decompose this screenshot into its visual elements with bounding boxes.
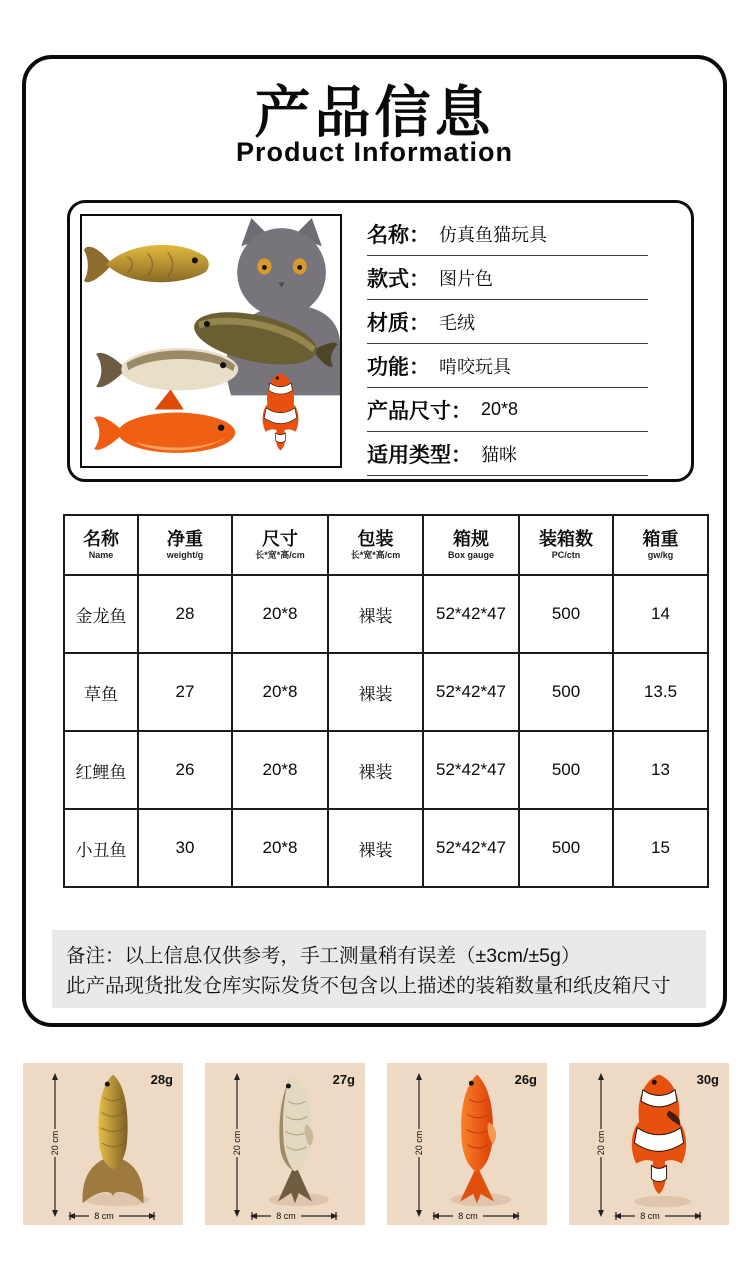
col-header-packing: 包装 长*宽*高/cm [328, 515, 423, 575]
product-photo [80, 214, 342, 468]
red-koi-toy-icon [94, 389, 235, 452]
cell-name: 金龙鱼 [64, 575, 138, 653]
gallery-item-clownfish [569, 1063, 729, 1225]
gallery-item-red-koi [387, 1063, 547, 1225]
attr-label: 产品尺寸： [367, 399, 472, 423]
cell-name: 草鱼 [64, 653, 138, 731]
attr-value: 20*8 [481, 399, 519, 419]
attr-value: 啃咬玩具 [439, 356, 511, 377]
dimension-overlay [569, 1063, 729, 1225]
col-header-gross-weight: 箱重 gw/kg [613, 515, 708, 575]
cell-box: 52*42*47 [423, 809, 519, 887]
width-dimension-label: 8 cm [276, 1211, 296, 1221]
attr-row-name [367, 212, 648, 256]
weight-badge: 26g [514, 1072, 537, 1087]
table-header-row [64, 515, 708, 575]
gallery-item-grass-carp [205, 1063, 365, 1225]
main-card [22, 55, 727, 1027]
attr-row-material [367, 300, 648, 344]
weight-badge: 30g [696, 1072, 719, 1087]
remark-line-2: 此产品现货批发仓库实际发货不包含以上描述的装箱数量和纸皮箱尺寸 [66, 975, 671, 998]
cell-box: 52*42*47 [423, 575, 519, 653]
spec-table [63, 514, 709, 888]
cell-box: 52*42*47 [423, 653, 519, 731]
attr-label: 适用类型： [367, 443, 472, 467]
cell-weight: 26 [138, 731, 232, 809]
table-row [64, 809, 708, 887]
remark-note [52, 930, 706, 1008]
cell-packing: 裸装 [328, 575, 423, 653]
arowana-toy-icon [84, 245, 209, 282]
cat-image [226, 218, 340, 395]
attr-row-style [367, 256, 648, 300]
product-info-frame [67, 200, 694, 482]
cell-size: 20*8 [232, 575, 328, 653]
cell-qty: 500 [519, 731, 613, 809]
height-dimension-label: 20 cm [232, 1130, 242, 1156]
width-dimension-label: 8 cm [458, 1211, 478, 1221]
col-header-size: 尺寸 长*宽*高/cm [232, 515, 328, 575]
cell-box: 52*42*47 [423, 731, 519, 809]
attr-label: 名称： [367, 223, 430, 247]
width-dimension-label: 8 cm [640, 1211, 660, 1221]
attr-label: 款式： [367, 267, 430, 291]
weight-badge: 27g [332, 1072, 355, 1087]
col-header-name: 名称 Name [64, 515, 138, 575]
attr-label: 材质： [367, 311, 430, 335]
page-subtitle: Product Information [236, 137, 513, 167]
cell-weight: 30 [138, 809, 232, 887]
fish-toys-and-cat-image [82, 216, 340, 466]
height-dimension-label: 20 cm [596, 1130, 606, 1156]
page-title: 产品信息 [254, 81, 495, 144]
cell-size: 20*8 [232, 653, 328, 731]
cell-gw: 13 [613, 731, 708, 809]
cell-weight: 27 [138, 653, 232, 731]
attr-row-size [367, 388, 648, 432]
attr-value: 猫咪 [481, 444, 517, 465]
table-row [64, 653, 708, 731]
weight-badge: 28g [150, 1072, 173, 1087]
height-dimension-label: 20 cm [50, 1130, 60, 1156]
cell-gw: 14 [613, 575, 708, 653]
grass-carp-toy-icon [96, 348, 238, 390]
table-row [64, 731, 708, 809]
width-dimension-label: 8 cm [94, 1211, 114, 1221]
remark-line-1: 备注：以上信息仅供参考，手工测量稍有误差（±3cm/±5g） [66, 945, 581, 967]
table-row [64, 575, 708, 653]
dimension-overlay [23, 1063, 183, 1225]
attribute-list [367, 212, 648, 476]
cell-size: 20*8 [232, 731, 328, 809]
cell-name: 红鲤鱼 [64, 731, 138, 809]
attr-value: 毛绒 [439, 312, 475, 333]
cell-packing: 裸装 [328, 809, 423, 887]
cell-qty: 500 [519, 653, 613, 731]
dimension-overlay [387, 1063, 547, 1225]
cell-gw: 15 [613, 809, 708, 887]
attr-value: 图片色 [439, 268, 493, 289]
cell-gw: 13.5 [613, 653, 708, 731]
cell-qty: 500 [519, 575, 613, 653]
col-header-box-gauge: 箱规 Box gauge [423, 515, 519, 575]
cell-size: 20*8 [232, 809, 328, 887]
col-header-weight: 净重 weight/g [138, 515, 232, 575]
height-dimension-label: 20 cm [414, 1130, 424, 1156]
cell-packing: 裸装 [328, 731, 423, 809]
attr-value: 仿真鱼猫玩具 [439, 224, 547, 245]
attr-row-function [367, 344, 648, 388]
cell-packing: 裸装 [328, 653, 423, 731]
col-header-qty-per-carton: 装箱数 PC/ctn [519, 515, 613, 575]
attr-label: 功能： [367, 355, 430, 379]
cell-name: 小丑鱼 [64, 809, 138, 887]
dimension-overlay [205, 1063, 365, 1225]
gallery-item-arowana [23, 1063, 183, 1225]
cell-weight: 28 [138, 575, 232, 653]
attr-row-pet-type [367, 432, 648, 476]
cell-qty: 500 [519, 809, 613, 887]
